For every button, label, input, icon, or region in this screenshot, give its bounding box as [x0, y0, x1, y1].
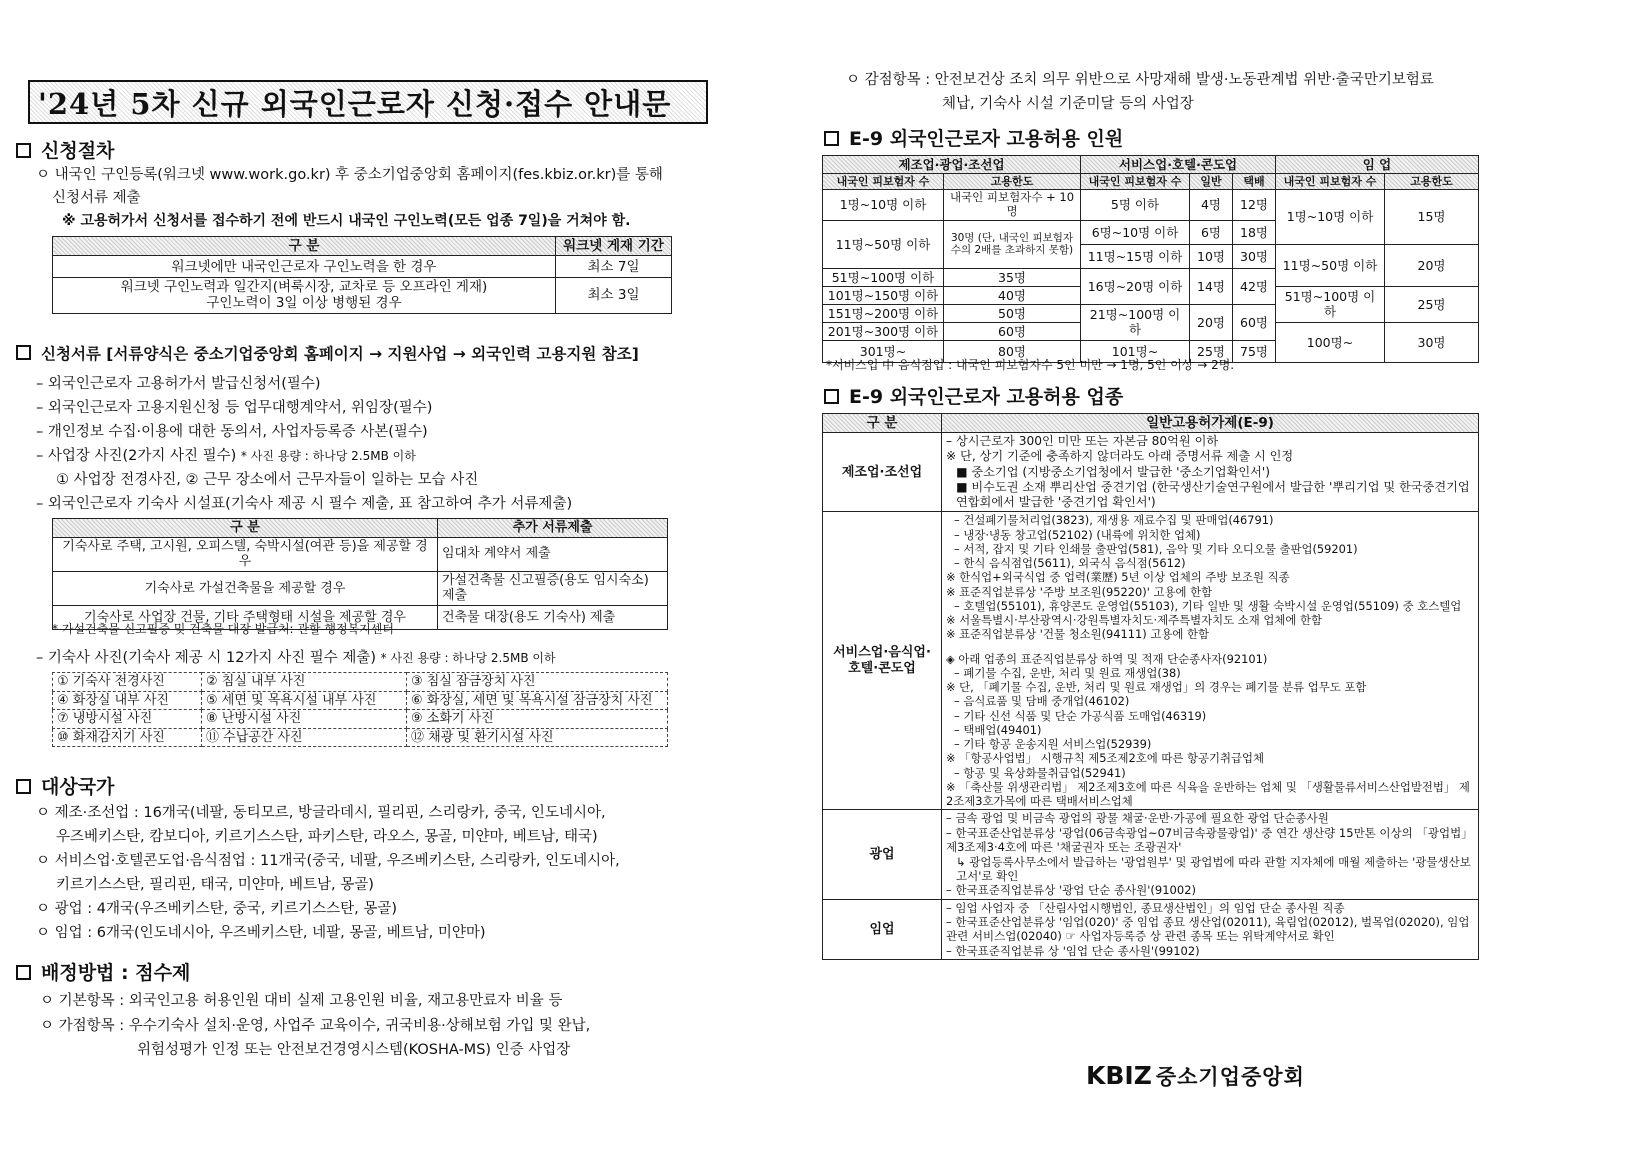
- table-cell: 80명: [944, 340, 1081, 362]
- industry-line: – 금속 광업 및 비금속 광업의 광물 채굴·운반·가공에 필요한 광업 단순종사원: [946, 811, 1329, 826]
- country-line: 키르기스스탄, 필리핀, 태국, 미얀마, 베트남, 몽골): [56, 877, 374, 893]
- kbiz-logo: [1086, 1061, 1305, 1091]
- table-cell-line: 구인노력이 3일 이상 병행된 경우: [206, 295, 402, 312]
- table-cell: 임대차 계약서 제출: [438, 537, 668, 571]
- table-cell: 35명: [944, 268, 1081, 286]
- section-industry-heading: E-9 외국인근로자 고용허용 업종: [824, 382, 1123, 409]
- industry-line: ※ 서울특별시·부산광역시·강원특별자치도·제주특별자치도 소재 업체에 한함: [946, 613, 1322, 628]
- table-cell: 30명 (단, 내국인 피보험자 수의 2배를 초과하지 못함): [944, 220, 1081, 268]
- dorm-table: [52, 518, 668, 630]
- industry-line: ◈ 아래 업종의 표준직업분류상 하역 및 적재 단순종사자(92101): [946, 651, 1268, 666]
- photo-cell: ① 기숙사 전경사진: [53, 673, 202, 692]
- table-subheader: 내국인 피보험자 수: [1081, 174, 1190, 190]
- industry-table: [822, 413, 1479, 960]
- table-cell: 18명: [1233, 220, 1276, 244]
- table-cell: 건축물 대장(용도 기숙사) 제출: [438, 605, 668, 629]
- industry-line: ※ 단, 「폐기물 수집, 운반, 처리 및 원료 재생업」의 경우는 폐기물 분류 업무도 포함: [946, 680, 1367, 695]
- document-item: – 외국인근로자 고용지원신청 등 업무대행계약서, 위임장(필수): [36, 400, 433, 416]
- table-subheader: 내국인 피보험자 수: [823, 174, 944, 190]
- table-cell: 4명: [1190, 190, 1233, 221]
- table-subheader: 내국인 피보험자 수: [1276, 174, 1385, 190]
- table-cell: 1명~10명 이하: [823, 190, 944, 221]
- industry-line: – 택배업(49401): [954, 722, 1042, 737]
- dorm-photo-table: [52, 672, 668, 747]
- table-cell: 75명: [1233, 340, 1276, 362]
- table-cell: 20명: [1385, 244, 1479, 286]
- table-cell: 12명: [1233, 190, 1276, 221]
- table-cell: 16명~20명 이하: [1081, 268, 1190, 304]
- table-cell: 최소 7일: [556, 256, 672, 278]
- table-cell: 51명~100명 이하: [823, 268, 944, 286]
- dorm-line: – 외국인근로자 기숙사 시설표(기숙사 제공 시 필수 제출, 표 참고하여 추가 서류제출): [36, 496, 573, 512]
- photo-cell: ⑦ 냉방시설 사진: [53, 710, 202, 729]
- industry-line: ※ 표준직업분류상 '건물 청소원(94111) 고용에 한함: [946, 627, 1209, 642]
- table-cell: 30명: [1233, 244, 1276, 268]
- country-line: ㅇ 서비스업·호텔콘도업·음식점업 : 11개국(중국, 네팔, 우즈베키스탄, 스리랑카, 인도네시아,: [36, 853, 620, 869]
- table-cell: 기숙사로 가설건축물을 제공할 경우: [53, 571, 438, 605]
- document-item: [36, 444, 416, 465]
- table-header: 구 분: [53, 237, 556, 256]
- industry-line: – 임업 사업자 중 「산림사업시행법인, 종묘생산법인」의 임업 단순 종사원 직종: [946, 900, 1345, 915]
- table-cell: 11명~15명 이하: [1081, 244, 1190, 268]
- table-cell: 내국인 피보험자수 + 10명: [944, 190, 1081, 221]
- photo-cell: ⑩ 화재감지기 사진: [53, 728, 202, 747]
- industry-line: – 한국표준산업분류상 '광업(06금속광업~07비금속광물광업)' 중 연간 생산량 15만톤 이상의 「광업법」 제3조제3·4호에 따른 '채굴권자 또는 조광권자': [946, 825, 1473, 855]
- industry-line: ↳ 광업등록사무소에서 발급하는 '광업원부' 및 광업법에 따라 관할 지자체에 매월 제출하는 '광물생산보고서'로 확인: [956, 854, 1471, 883]
- quota-note: *서비스업 中 음식점업 : 내국인 피보험자수 5인 미만 → 1명, 5인 이상 → 2명.: [826, 358, 1235, 372]
- checkbox-square-icon: [16, 143, 31, 158]
- industry-label: 제조업·조선업: [823, 433, 942, 512]
- photo-cell: ⑥ 화장실, 세면 및 목욕시설 잠금장치 사진: [407, 691, 668, 710]
- table-cell: [53, 278, 556, 313]
- table-subheader: 고용한도: [1385, 174, 1479, 190]
- table-cell: 51명~100명 이하: [1276, 286, 1385, 322]
- logo-org-name: 중소기업중앙회: [1155, 1065, 1305, 1089]
- industry-line: – 한식 음식점업(5611), 외국식 음식점(5612): [954, 556, 1186, 571]
- industry-line: ※ 한식업+외국식업 중 업력(業歷) 5년 이상 업체의 주방 보조원 직종: [946, 570, 1290, 585]
- industry-line: ※ 표준직업분류상 '주방 보조원(95220)' 고용에 한함: [946, 584, 1213, 599]
- table-header: 서비스업·호텔·콘도업: [1081, 156, 1276, 174]
- industry-line: – 서적, 잡지 및 기타 인쇄물 출판업(581), 음악 및 기타 오디오물 출판업(59201): [954, 541, 1358, 556]
- table-cell: 42명: [1233, 268, 1276, 304]
- section-procedure-heading: 신청절차: [16, 136, 114, 163]
- table-cell: 151명~200명 이하: [823, 304, 944, 322]
- industry-line: – 기타 항공 운송지원 서비스업(52939): [954, 737, 1152, 752]
- photo-cell: ⑫ 채광 및 환기시설 사진: [407, 728, 668, 747]
- industry-line: – 호텔업(55101), 휴양콘도 운영업(55103), 기타 일반 및 생활 숙박시설 운영업(55109) 중 호스텔업: [954, 598, 1462, 613]
- industry-line: ※ 「축산물 위생관리법」 제2조제3호에 따른 식육을 운반하는 업체 및 「생활물류서비스산업발전법」 제2조제3호가목에 따른 택배서비스업체: [946, 779, 1470, 809]
- table-header: 임 업: [1276, 156, 1479, 174]
- industry-label: 서비스업·음식업·호텔·콘도업: [823, 512, 942, 810]
- table-cell: 기숙사로 주택, 고시원, 오피스텔, 숙박시설(여관 등)을 제공할 경우: [53, 537, 438, 571]
- table-cell: 60명: [1233, 304, 1276, 340]
- table-header: 추가 서류제출: [438, 519, 668, 538]
- table-cell: 301명~: [823, 340, 944, 362]
- table-subheader: 일반: [1190, 174, 1233, 190]
- industry-label: 광업: [823, 810, 942, 899]
- table-cell: 20명: [1190, 304, 1233, 340]
- industry-line: ■ 비수도권 소재 뿌리산업 중견기업 (한국생산기술연구원에서 발급한 '뿌리기업 및 한국중견기업연합회에서 발급한 '중견기업 확인서'): [956, 479, 1470, 510]
- table-cell: 워크넷에만 내국인근로자 구인노력을 한 경우: [53, 256, 556, 278]
- table-header: 제조업·광업·조선업: [823, 156, 1081, 174]
- table-subheader: 택배: [1233, 174, 1276, 190]
- worknet-table: [52, 236, 672, 314]
- industry-line: ※ 「항공사업법」 시행규칙 제5조제2호에 따른 항공기취급업체: [946, 751, 1265, 766]
- country-line: ㅇ 광업 : 4개국(우즈베키스탄, 중국, 키르기스스탄, 몽골): [36, 901, 398, 917]
- photo-cell: ⑪ 수납공간 사진: [202, 728, 407, 747]
- allocation-line: 위험성평가 인정 또는 안전보건경영시스템(KOSHA-MS) 인증 사업장: [137, 1042, 571, 1058]
- dorm-photo-line: [36, 646, 556, 667]
- table-cell: 기숙사로 사업장 건물, 기타 주택형태 시설을 제공할 경우: [53, 605, 438, 629]
- checkbox-square-icon: [16, 965, 31, 980]
- table-cell: 1명~10명 이하: [1276, 190, 1385, 245]
- table-cell: 21명~100명 이하: [1081, 304, 1190, 340]
- table-cell: 25명: [1385, 286, 1479, 322]
- photo-desc: ① 사업장 전경사진, ② 근무 장소에서 근무자들이 일하는 모습 사진: [56, 472, 479, 488]
- photo-cell: ⑤ 세면 및 목욕시설 내부 사진: [202, 691, 407, 710]
- document-item: – 외국인근로자 고용허가서 발급신청서(필수): [36, 376, 321, 392]
- table-header: 워크넷 게재 기간: [556, 237, 672, 256]
- industry-cell: [942, 899, 1479, 960]
- deduct-line: 체납, 기숙사 시설 기준미달 등의 사업장: [942, 96, 1194, 112]
- table-cell: 60명: [944, 322, 1081, 340]
- table-cell: 40명: [944, 286, 1081, 304]
- industry-line: – 기타 신선 식품 및 단순 가공식품 도매업(46319): [954, 708, 1207, 723]
- table-cell: 11명~50명 이하: [1276, 244, 1385, 286]
- industry-line: – 건설폐기물처리업(3823), 재생용 재료수집 및 판매업(46791): [954, 513, 1274, 528]
- table-cell: 25명: [1190, 340, 1233, 362]
- industry-line: – 냉장·냉동 창고업(52102) (내륙에 위치한 업체): [954, 527, 1201, 542]
- dorm-note: * 가설건축물 신고필증 및 건축물 대장 발급처: 관할 행정복지센터: [52, 622, 394, 636]
- checkbox-square-icon: [16, 345, 31, 360]
- table-cell: 가설건축물 신고필증(용도 임시숙소) 제출: [438, 571, 668, 605]
- table-cell: 30명: [1385, 322, 1479, 362]
- photo-cell: ⑨ 소화기 사진: [407, 710, 668, 729]
- table-cell: 10명: [1190, 244, 1233, 268]
- industry-line: – 한국표준산업분류상 '임업(020)' 중 임업 종묘 생산업(02011), 육림업(02012), 벌목업(02020), 임업 관련 서비스업(02040) ☞ 사업자등록증 상 관련 종목 또는 위탁계약서로 확인: [946, 915, 1470, 944]
- logo-mark: KBIZ: [1086, 1061, 1152, 1090]
- table-cell: 5명 이하: [1081, 190, 1190, 221]
- table-cell: 14명: [1190, 268, 1233, 304]
- photo-cell: ④ 화장실 내부 사진: [53, 691, 202, 710]
- industry-line: ※ 단, 상기 기준에 충족하지 않더라도 아래 증명서류 제출 시 인정: [946, 449, 1294, 464]
- table-header: 일반고용허가제(E-9): [942, 414, 1479, 433]
- industry-cell: [942, 810, 1479, 899]
- table-cell: 101명~150명 이하: [823, 286, 944, 304]
- table-cell: 201명~300명 이하: [823, 322, 944, 340]
- photo-note: * 사진 용량 : 하나당 2.5MB 이하: [240, 449, 416, 463]
- industry-line: – 항공 및 육상화물취급업(52941): [954, 765, 1126, 780]
- allocation-line: ㅇ 기본항목 : 외국인고용 허용인원 대비 실제 고용인원 비율, 재고용만료자 비율 등: [40, 993, 563, 1009]
- section-documents-heading: 신청서류 [서류양식은 중소기업중앙회 홈페이지 → 지원사업 → 외국인력 고용지원 참조]: [16, 342, 639, 364]
- photo-cell: ③ 침실 잠금장치 사진: [407, 673, 668, 692]
- allocation-line: ㅇ 가점항목 : 우수기숙사 설치·운영, 사업주 교육이수, 귀국비용·상해보험 가입 및 완납,: [40, 1018, 591, 1034]
- table-cell: 11명~50명 이하: [823, 220, 944, 268]
- procedure-line: ㅇ 내국인 구인등록(워크넷 www.work.go.kr) 후 중소기업중앙회 홈페이지(fes.kbiz.or.kr)를 통해: [36, 167, 663, 183]
- table-header: 구 분: [53, 519, 438, 538]
- table-header: 구 분: [823, 414, 942, 433]
- section-quota-heading: E-9 외국인근로자 고용허용 인원: [824, 124, 1123, 151]
- dorm-photo-text: – 기숙사 사진(기숙사 제공 시 12가지 사진 필수 제출): [36, 650, 377, 666]
- country-line: ㅇ 제조·조선업 : 16개국(네팔, 동티모르, 방글라데시, 필리핀, 스리랑카, 중국, 인도네시아,: [36, 805, 606, 821]
- industry-line: ■ 중소기업 (지방중소기업청에서 발급한 '중소기업확인서'): [956, 464, 1271, 479]
- country-line: ㅇ 임업 : 6개국(인도네시아, 우즈베키스탄, 네팔, 몽골, 베트남, 미얀마): [36, 925, 486, 941]
- photo-line: – 사업장 사진(2가지 사진 필수): [36, 448, 237, 464]
- checkbox-square-icon: [824, 131, 839, 146]
- checkbox-square-icon: [824, 389, 839, 404]
- dorm-photo-note: * 사진 용량 : 하나당 2.5MB 이하: [380, 651, 556, 665]
- table-cell: 15명: [1385, 190, 1479, 245]
- industry-line: – 한국표준직업분류상 '광업 단순 종사원'(91002): [946, 883, 1196, 898]
- table-subheader: 고용한도: [944, 174, 1081, 190]
- checkbox-square-icon: [16, 779, 31, 794]
- procedure-line: 신청서류 제출: [52, 190, 141, 206]
- industry-line: – 상시근로자 300인 미만 또는 자본금 80억원 이하: [946, 434, 1219, 449]
- industry-label: 임업: [823, 899, 942, 960]
- deduct-line: ㅇ 감점항목 : 안전보건상 조치 의무 위반으로 사망재해 발생·노동관계법 위반·출국만기보험료: [846, 72, 1434, 88]
- photo-cell: ② 침실 내부 사진: [202, 673, 407, 692]
- industry-cell: [942, 512, 1479, 810]
- industry-line: – 음식료품 및 담배 중개업(46102): [954, 694, 1130, 709]
- quota-table: [822, 155, 1479, 363]
- photo-cell: ⑧ 난방시설 사진: [202, 710, 407, 729]
- table-cell: 6명: [1190, 220, 1233, 244]
- table-cell: 50명: [944, 304, 1081, 322]
- document-item: – 개인정보 수집·이용에 대한 동의서, 사업자등록증 사본(필수): [36, 424, 428, 440]
- procedure-note: ※ 고용허가서 신청서를 접수하기 전에 반드시 내국인 구인노력(모든 업종 7일)을 거쳐야 함.: [62, 213, 631, 229]
- table-cell: 6명~10명 이하: [1081, 220, 1190, 244]
- country-line: 우즈베키스탄, 캄보디아, 키르기스스탄, 파키스탄, 라오스, 몽골, 미얀마, 베트남, 태국): [56, 829, 598, 845]
- page-title: '24년 5차 신규 외국인근로자 신청·접수 안내문: [28, 80, 708, 124]
- table-cell: 101명~: [1081, 340, 1190, 362]
- industry-line: – 한국표준직업분류 상 '임업 단순 종사원'(99102): [946, 943, 1200, 958]
- table-cell: 최소 3일: [556, 278, 672, 313]
- industry-cell: [942, 433, 1479, 512]
- table-cell: 100명~: [1276, 322, 1385, 362]
- industry-line: – 폐기물 수집, 운반, 처리 및 원료 재생업(38): [954, 665, 1181, 680]
- section-countries-heading: 대상국가: [16, 772, 114, 799]
- table-cell-line: 워크넷 구인노력과 일간지(벼룩시장, 교차로 등 오프라인 게재): [120, 279, 488, 296]
- section-allocation-heading: 배정방법 : 점수제: [16, 958, 190, 985]
